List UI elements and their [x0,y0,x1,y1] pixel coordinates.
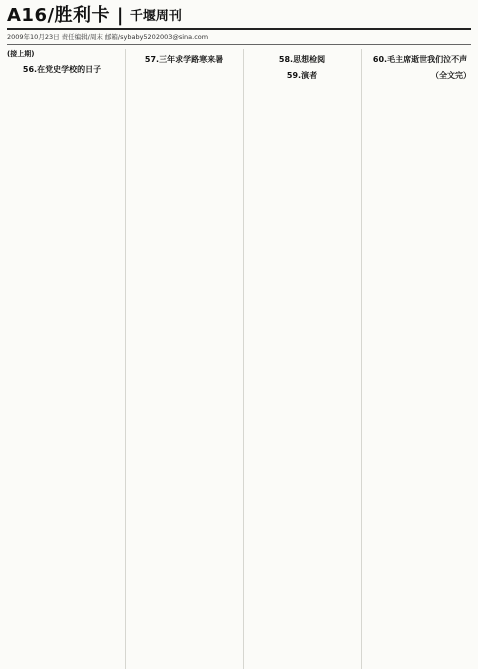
column-2 [125,49,235,669]
column-3 [243,49,353,669]
end-mark: （全文完） [431,71,471,80]
continued-tag: (接上期) [7,50,35,58]
article-heading-57: 57.三年求学路寒来暑 [144,55,224,64]
masthead [7,6,471,30]
page-title: A16/胜利卡 | [7,5,124,26]
article-heading-56: 56.在党史学校的日子 [22,65,102,74]
column-4 [361,49,471,669]
article-columns [7,49,471,669]
column-1 [7,49,117,669]
column-name: 千堰周刊 [129,9,182,24]
article-heading-60: 60.毛主席逝世我们泣不声 [372,55,468,64]
article-heading-58: 58.思想检阅 [278,55,326,64]
issue-line: 2009年10月23日 责任编辑/周末 邮箱/sybaby5202003@sina.com [7,30,471,45]
article-heading-59: 59.演者 [286,71,318,80]
